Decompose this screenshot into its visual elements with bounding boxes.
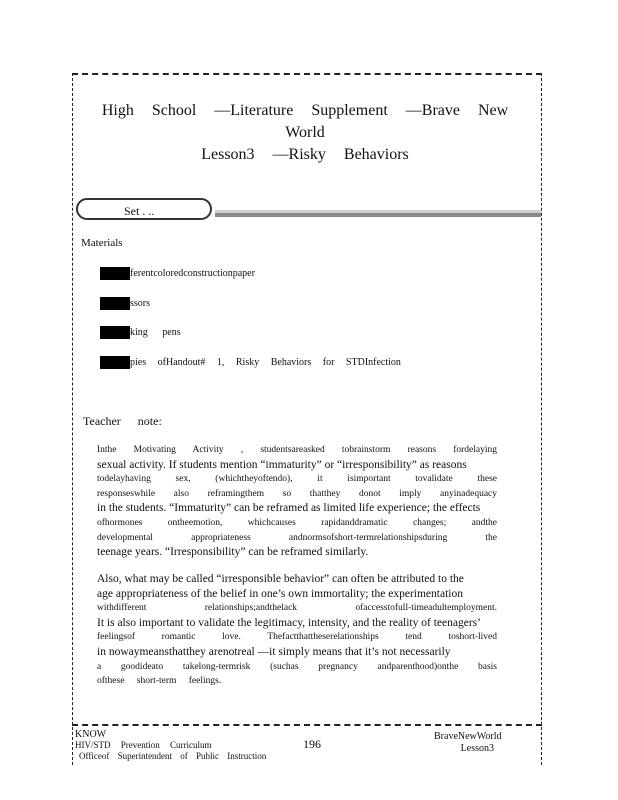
material-item — [100, 326, 181, 339]
footer-right — [434, 731, 500, 755]
teacher-note-paragraph-1 — [97, 443, 497, 560]
note-line: developmental appropriateness andnormsofshort-termrelationshipsduring the — [97, 532, 497, 543]
note-line: It is also important to validate the legitimacy, intensity, and the reality of teenagers’ — [97, 616, 481, 629]
material-item-text: king pens — [130, 327, 181, 338]
note-line: withdifferent relationships;andthelack ofaccesstofull-timeadultemployment. — [97, 603, 497, 614]
material-item — [100, 267, 255, 280]
set-tab — [76, 198, 212, 220]
set-tab-label: Set . .. — [124, 204, 155, 218]
note-line: Also, what may be called “irresponsible behavior” can often be attributed to the — [97, 573, 464, 585]
page-frame-bottom — [72, 724, 542, 726]
material-item-text: pies ofHandout# 1, Risky Behaviors for STDInfection — [130, 357, 401, 368]
page-number: 196 — [303, 737, 321, 751]
note-line: age appropriateness of the belief in one’s own immortality; the experimentation — [97, 587, 463, 600]
material-item — [100, 356, 401, 369]
note-line: teenage years. “Irresponsibility” can be reframed similarly. — [97, 546, 369, 559]
note-line: todelayhaving sex, (whichtheyoftendo), it isimportant tovalidate these — [97, 474, 497, 485]
material-item-text: ferentcoloredconstructionpaper — [130, 268, 255, 279]
section-divider-bar — [215, 210, 541, 217]
footer-office: Officeof Superintendent of Public Instruction — [79, 751, 267, 761]
note-line: in nowaymeansthatthey arenotreal —it simply means that it’s not necessarily — [97, 645, 451, 658]
note-line: responseswhile also reframingthem so thatthey donot imply anyinadequacy — [97, 488, 497, 499]
materials-heading: Materials — [81, 237, 123, 249]
footer-left — [75, 729, 266, 762]
note-line: ofhormones ontheemotion, whichcauses rapidanddramatic changes; andthe — [97, 517, 497, 528]
page-title — [80, 100, 530, 166]
note-line: a goodideato takelong-termrisk (suchas pregnancy andparenthood)onthe basis — [97, 661, 497, 672]
title-line-1: High School —Literature Supplement —Brave New World — [101, 102, 509, 141]
footer-curriculum: HIV/STD Prevention Curriculum — [75, 740, 212, 750]
footer-book-title: BraveNewWorld — [434, 731, 502, 742]
material-item-text: ssors — [130, 298, 151, 309]
redaction-block — [100, 267, 130, 280]
footer-lesson: Lesson3 — [460, 743, 494, 754]
redaction-block — [100, 326, 130, 339]
note-line: feelingsof romantic love. Thefactthattheserelationships tend toshort-lived — [97, 632, 497, 643]
note-line: ofthese short-term feelings. — [97, 676, 222, 687]
page-frame-right — [541, 73, 542, 765]
teacher-note-paragraph-2 — [97, 572, 497, 689]
redaction-block — [100, 356, 130, 369]
material-item — [100, 297, 150, 310]
redaction-block — [100, 297, 130, 310]
title-line-2: Lesson3 —Risky Behaviors — [201, 146, 409, 163]
note-line: Inthe Motivating Activity , studentsareasked tobrainstorm reasons fordelaying — [97, 445, 497, 455]
page-frame-left — [72, 73, 73, 765]
page-frame-top — [72, 73, 542, 75]
note-line: sexual activity. If students mention “immaturity” or “irresponsibility” as reasons — [97, 458, 467, 471]
teacher-note-heading: Teacher note: — [83, 414, 162, 428]
note-line: in the students. “Immaturity” can be reframed as limited life experience; the effects — [97, 502, 481, 515]
footer-org: KNOW — [75, 729, 107, 740]
